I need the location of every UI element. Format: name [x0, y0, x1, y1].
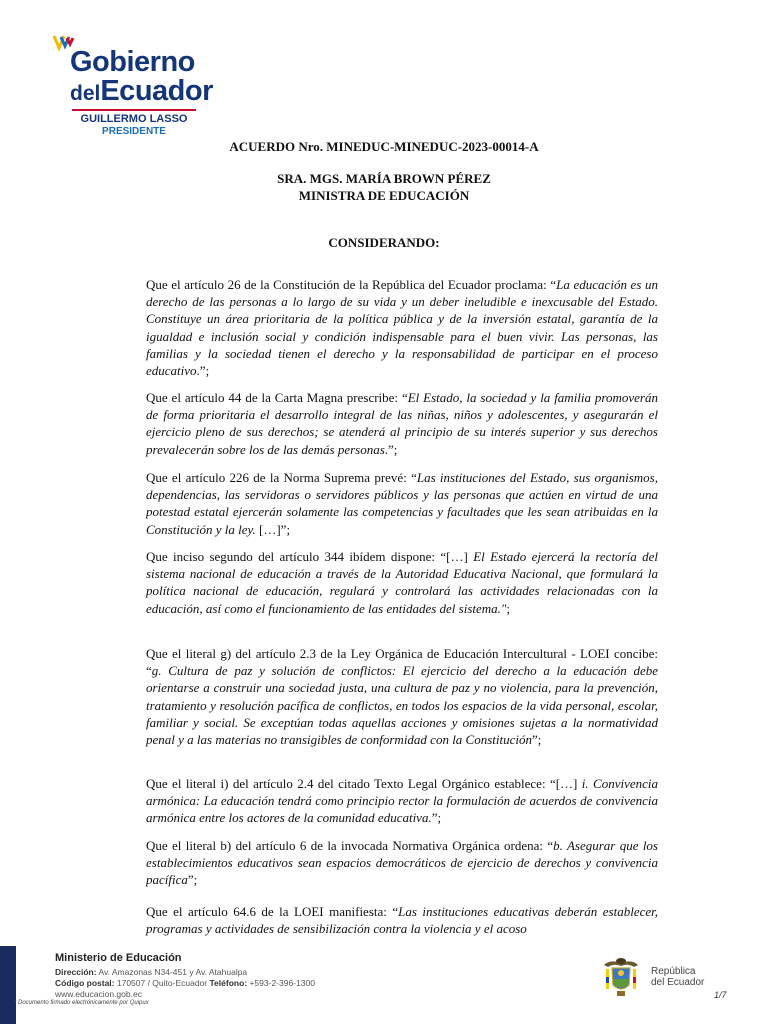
- paragraph-art44: [146, 389, 658, 458]
- paragraph-art344: [146, 548, 658, 617]
- paragraph-lead: Que el literal b) del artículo 6 de la invocada Normativa Orgánica ordena: “: [146, 838, 554, 853]
- paragraph-quote: b. Asegurar que los establecimientos educativos sean espacios democráticos de ejercicio de derechos y convivencia pacífica: [146, 838, 658, 888]
- footer-address-value: Av. Amazonas N34-451 y Av. Atahualpa: [96, 967, 248, 977]
- footer-side-bar: [0, 946, 16, 1024]
- paragraph-lead: Que el artículo 226 de la Norma Suprema prevé: “: [146, 470, 417, 485]
- paragraph-loei-2-4: [146, 775, 658, 827]
- minister-role: MINISTRA DE EDUCACIÓN: [298, 188, 470, 203]
- paragraph-quote: Las instituciones educativas deberán establecer, programas y actividades de sensibilización contra la violencia y el acoso: [146, 904, 658, 937]
- paragraph-quote: i. Convivencia armónica: La educación tendrá como principio rector la formulación de acuerdos de convivencia armónica entre los actores de la comunidad educativa.: [146, 776, 659, 826]
- paragraph-tail: ”;: [187, 872, 198, 888]
- paragraph-quote: Las instituciones del Estado, sus organismos, dependencias, las servidoras o servidores públicos y las personas que actúen en virtud de una potestad estatal ejercerán solamente las competencias y facultades que les sean atribuidas en la Constitución y la ley.: [146, 470, 658, 537]
- paragraph-tail: ;: [506, 600, 510, 616]
- logo-word-ecuador: [70, 76, 213, 111]
- footer-contact: [55, 951, 315, 1000]
- paragraph-lead: Que el artículo 44 de la Carta Magna prescribe: “: [146, 390, 408, 405]
- signed-note: * Documento firmado electrónicamente por Quipux: [14, 1000, 149, 1006]
- paragraph-quote: El Estado ejercerá la rectoría del sistema nacional de educación a través de la Autoridad Educativa Nacional, que formulará la política nacional de educación, regulará y controlará las actividades relacionadas con la educación, así como el funcionamiento de las entidades del sistema.": [146, 549, 658, 616]
- paragraph-loei-6: [146, 837, 658, 889]
- footer-postal-value: 170507 / Quito-Ecuador: [114, 978, 210, 988]
- paragraph-lead: Que el literal g) del artículo 2.3 de la Ley Orgánica de Educación Intercultural - LOEI concibe: “: [146, 646, 658, 679]
- paragraph-tail: ”;: [532, 732, 542, 748]
- logo-word-gobierno: Gobierno: [70, 46, 195, 78]
- footer-website[interactable]: www.educacion.gob.ec: [55, 989, 142, 999]
- logo-red-bar: [72, 109, 196, 111]
- footer-phone-label: Teléfono:: [209, 978, 248, 988]
- paragraph-quote: g. Cultura de paz y solución de conflictos: El ejercicio del derecho a la educación debe orientarse a construir una sociedad justa, una cultura de paz y no violencia, para la prevención, tratamiento y resolución pacífica de conflictos, en todos los espacios de la vida personal, escolar, familiar y social. Se exceptúan todas aquellas acciones y omisiones sujetas a la normatividad penal y a las materias no transigibles de conformidad con la Constitución: [146, 663, 658, 748]
- logo-word-del: del: [70, 82, 101, 105]
- acuerdo-number: ACUERDO Nro. MINEDUC-MINEDUC-2023-00014-A: [229, 139, 539, 154]
- footer-address: [55, 967, 315, 978]
- paragraph-art226: [146, 469, 658, 538]
- logo-president-name: GUILLERMO LASSO: [80, 113, 188, 125]
- coat-of-arms-icon: [598, 955, 644, 999]
- footer-postal-label: Código postal:: [55, 978, 115, 988]
- footer-ministry: Ministerio de Educación: [55, 952, 182, 964]
- paragraph-quote: El Estado, la sociedad y la familia promoverán de forma prioritaria el desarrollo integral de las niñas, niños y adolescentes, y asegurarán el ejercicio pleno de sus derechos; se atenderá al principio de su interés superior y sus derechos prevalecerán sobre los de las demás personas: [146, 390, 658, 457]
- paragraph-loei-2-3: [146, 645, 658, 748]
- footer-address-label: Dirección:: [55, 967, 97, 977]
- paragraph-lead: Que el artículo 64.6 de la LOEI manifiesta: “: [146, 904, 399, 919]
- considerando-heading: CONSIDERANDO:: [328, 235, 440, 250]
- paragraph-art26: [146, 276, 658, 379]
- logo-president-title: PRESIDENTE: [102, 126, 166, 137]
- paragraph-lead: Que inciso segundo del artículo 344 ibídem dispone: “[…]: [146, 549, 474, 564]
- logo-word-ecuador-text: Ecuador: [100, 75, 213, 107]
- paragraph-tail: .”;: [384, 441, 398, 457]
- gobierno-logo: [50, 30, 213, 137]
- paragraph-tail: .”;: [196, 363, 210, 379]
- republica-word: República: [651, 966, 696, 977]
- paragraph-tail: […]”;: [255, 521, 291, 537]
- paragraph-quote: La educación es un derecho de las personas a lo largo de su vida y un deber ineludible e inexcusable del Estado. Constituye un área prioritaria de la política pública y de la inversión estatal, garantía de la igualdad e inclusión social y condición indispensable para el buen vivir. Las personas, las familias y la sociedad tienen el derecho y la responsabilidad de participar en el proceso educativo: [146, 277, 659, 379]
- page-number: 1/7: [714, 990, 727, 1000]
- footer-postal-phone: [55, 978, 315, 989]
- paragraph-loei-64-6: [146, 903, 658, 937]
- del-ecuador-word: del Ecuador: [651, 977, 705, 988]
- paragraph-tail: ”;: [431, 810, 442, 826]
- republica-logo-text: [651, 966, 704, 988]
- footer-phone-value: +593-2-396-1300: [247, 978, 315, 988]
- paragraph-lead: Que el literal i) del artículo 2.4 del citado Texto Legal Orgánico establece: “[…]: [146, 776, 582, 791]
- minister-name: SRA. MGS. MARÍA BROWN PÉREZ: [277, 171, 491, 186]
- paragraph-lead: Que el artículo 26 de la Constitución de la República del Ecuador proclama: “: [146, 277, 557, 292]
